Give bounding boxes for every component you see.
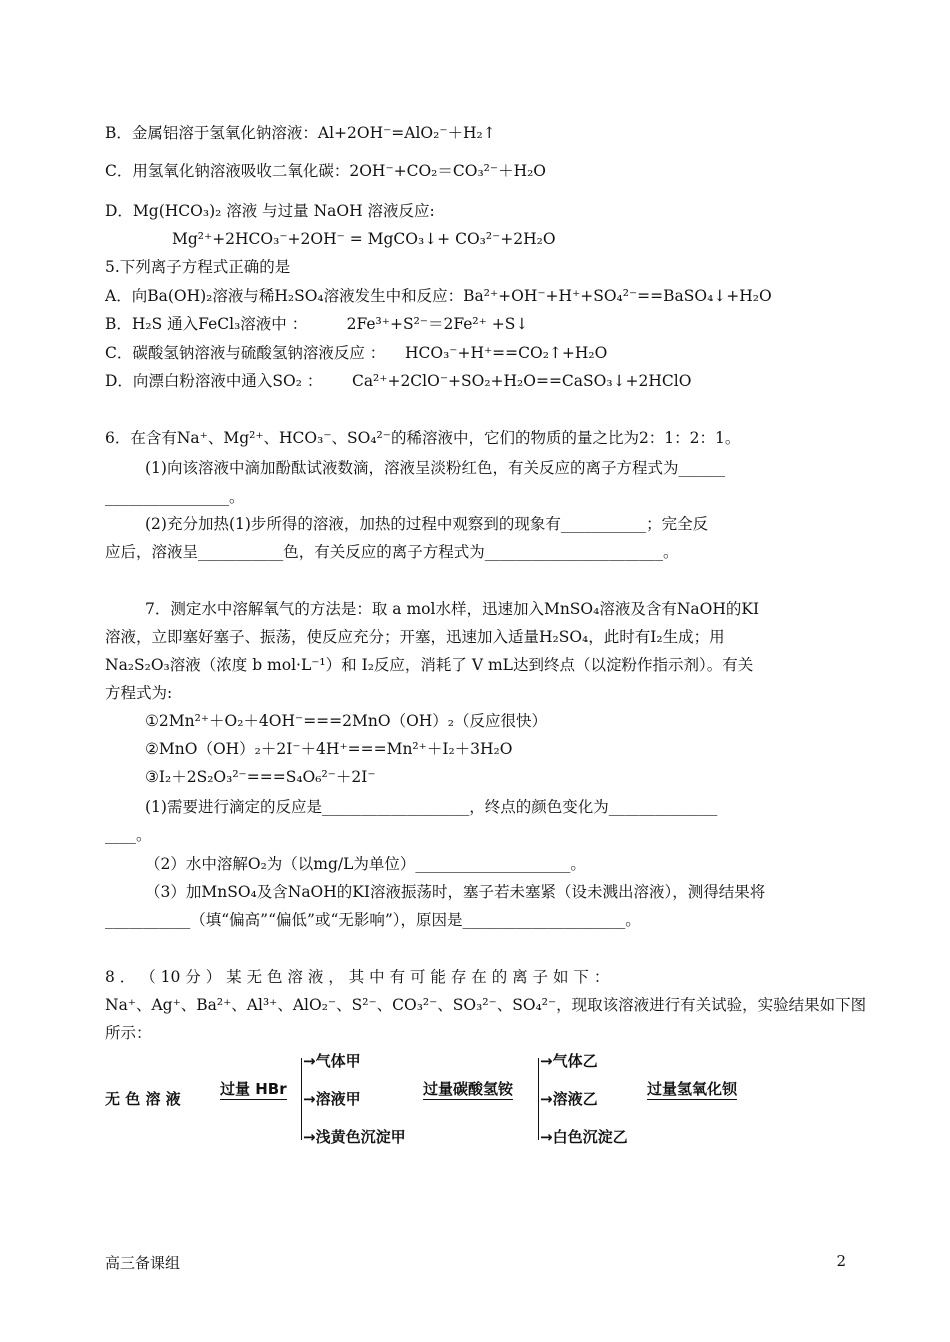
diagram-output-solution-b: →溶液乙 [540, 1090, 598, 1108]
option-d: D．Mg(HCO₃)₂ 溶液 与过量 NaOH 溶液反应: [105, 202, 435, 220]
diagram-output-solution-a: →溶液甲 [303, 1090, 361, 1108]
q6-part2: (2)充分加热(1)步所得的溶液，加热的过程中观察到的现象有___________；完全反 [145, 515, 709, 533]
q8-ions: Na⁺、Ag⁺、Ba²⁺、Al³⁺、AlO₂⁻、S²⁻、CO₃²⁻、SO₃²⁻、SO₄²⁻，现取该溶液进行有关试验，实验结果如下图 [105, 996, 867, 1014]
question-5: 5.下列离子方程式正确的是 [105, 258, 291, 276]
q7-part1: (1)需要进行滴定的反应是___________________，终点的颜色变化为______________ [145, 798, 718, 816]
q5-option-d: D．向漂白粉溶液中通入SO₂ ： Ca²⁺+2ClO⁻+SO₂+H₂O==CaSO₃↓+2HClO [105, 372, 692, 390]
option-c: C．用氢氧化钠溶液吸收二氧化碳：2OH⁻+CO₂＝CO₃²⁻＋H₂O [105, 162, 547, 180]
q7-equation-3: ③I₂＋2S₂O₃²⁻===S₄O₆²⁻＋2I⁻ [145, 768, 376, 786]
q7-part3-cont: ___________（填“偏高”“偏低”或“无影响”），原因是_____________________。 [105, 911, 641, 929]
q6-part2-cont: 应后，溶液呈___________色，有关反应的离子方程式为_______________________。 [105, 543, 679, 561]
q5-option-c: C．碳酸氢钠溶液与硫酸氢钠溶液反应 ： HCO₃⁻+H⁺==CO₂↑+H₂O [105, 344, 608, 362]
question-6: 6．在含有Na⁺、Mg²⁺、HCO₃⁻、SO₄²⁻的稀溶液中，它们的物质的量之比为2：1：2：1。 [105, 429, 741, 447]
q7-part1-cont: ____。 [105, 826, 152, 844]
q7-equation-2: ②MnO（OH）₂＋2I⁻＋4H⁺===Mn²⁺＋I₂＋3H₂O [145, 740, 513, 758]
q5-option-b: B．H₂S 通入FeCl₃溶液中 ： 2Fe³⁺+S²⁻＝2Fe²⁺ +S↓ [105, 315, 529, 333]
flow-diagram [105, 1050, 805, 1160]
diagram-output-precipitate-a: →浅黄色沉淀甲 [303, 1128, 406, 1146]
diagram-output-gas-a: →气体甲 [303, 1052, 361, 1070]
question-7: 7．测定水中溶解氧气的方法是：取 a mol水样，迅速加入MnSO₄溶液及含有NaOH的KI [145, 600, 760, 618]
q5-option-a: A．向Ba(OH)₂溶液与稀H₂SO₄溶液发生中和反应：Ba²⁺+OH⁻+H⁺+SO₄²⁻==BaSO₄↓+H₂O [105, 287, 772, 305]
q7-line3: Na₂S₂O₃溶液（浓度 b mol·L⁻¹）和 I₂反应，消耗了 V mL达到终点（以淀粉作指示剂）。有关 [105, 656, 754, 674]
diagram-start: 无 色 溶 液 [105, 1090, 181, 1108]
option-d-equation: Mg²⁺+2HCO₃⁻+2OH⁻ = MgCO₃↓+ CO₃²⁻+2H₂O [172, 230, 556, 248]
diagram-output-gas-b: →气体乙 [540, 1052, 598, 1070]
diagram-reagent-1: 过量 HBr [220, 1080, 287, 1098]
question-8: 8 ． （ 10 分 ） 某 无 色 溶 液 ， 其 中 有 可 能 存 在 的 离 子 如 下 ： [105, 968, 610, 986]
q8-shown: 所示： [105, 1024, 152, 1042]
diagram-output-precipitate-b: →白色沉淀乙 [540, 1128, 628, 1146]
page-number: 2 [836, 1252, 846, 1270]
q7-part2: （2）水中溶解O₂为（以mg/L为单位）____________________。 [145, 855, 586, 873]
diagram-bracket-1 [301, 1058, 302, 1140]
q7-line4: 方程式为: [105, 684, 173, 702]
q7-part3: （3）加MnSO₄及含NaOH的KI溶液振荡时，塞子若未塞紧（设未溅出溶液），测得结果将 [145, 883, 766, 901]
diagram-reagent-2: 过量碳酸氢铵 [423, 1080, 514, 1098]
diagram-reagent-3: 过量氢氧化钡 [647, 1080, 738, 1098]
q6-part1-cont: ________________。 [105, 488, 245, 506]
option-b: B．金属铝溶于氢氧化钠溶液：Al+2OH⁻=AlO₂⁻＋H₂↑ [105, 124, 496, 142]
q6-part1: (1)向该溶液中滴加酚酞试液数滴，溶液呈淡粉红色，有关反应的离子方程式为______ [145, 459, 725, 477]
q7-line2: 溶液，立即塞好塞子、振荡，使反应充分；开塞，迅速加入适量H₂SO₄，此时有I₂生成；用 [105, 628, 725, 646]
q7-equation-1: ①2Mn²⁺＋O₂＋4OH⁻===2MnO（OH）₂（反应很快） [145, 712, 548, 730]
footer-group-name: 高三备课组 [105, 1254, 181, 1272]
diagram-bracket-2 [538, 1058, 539, 1140]
